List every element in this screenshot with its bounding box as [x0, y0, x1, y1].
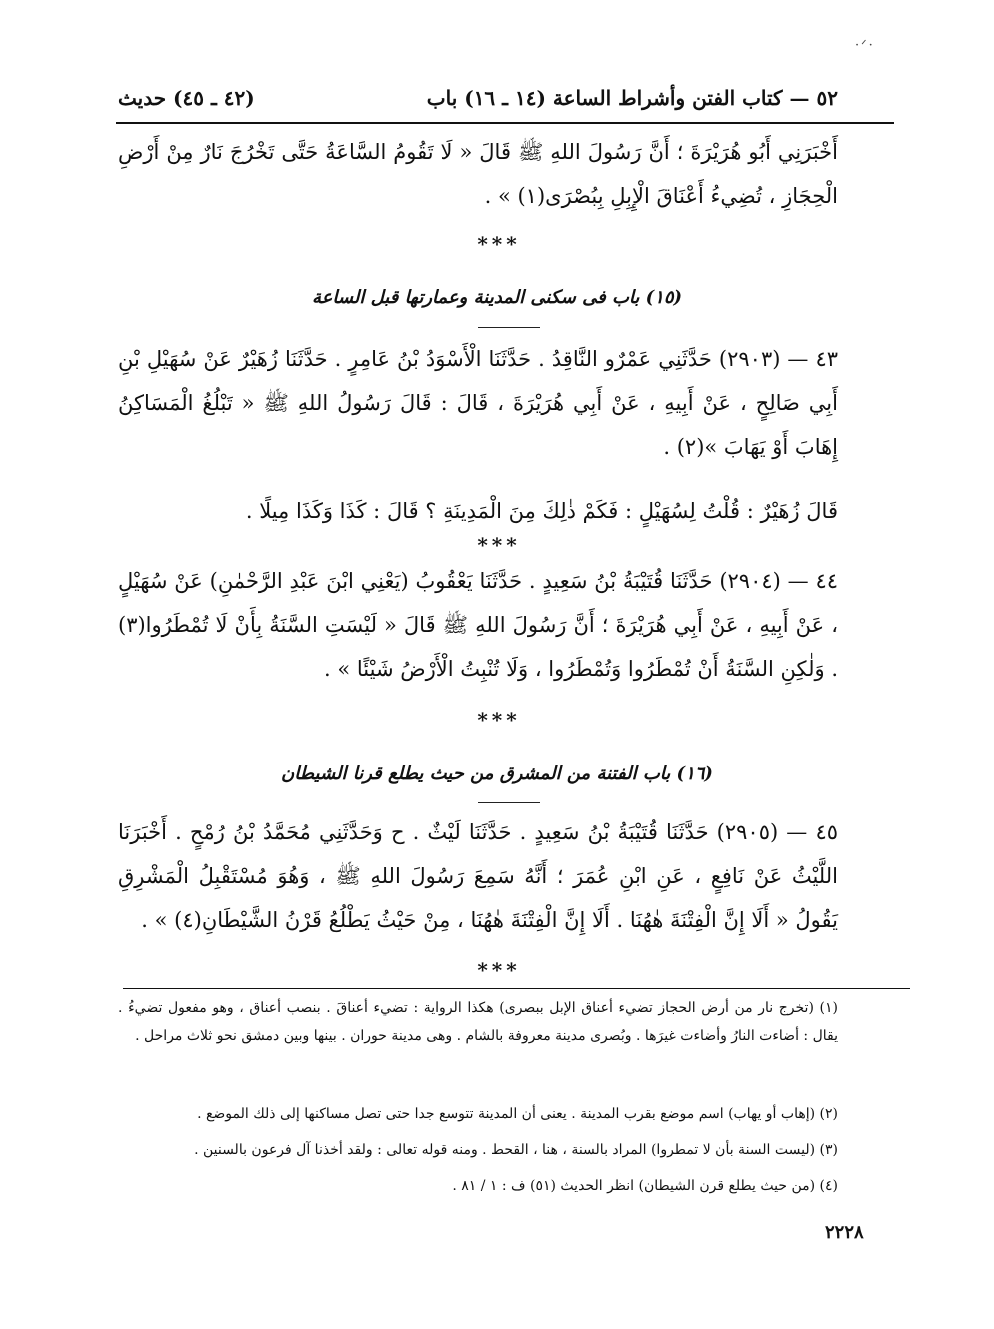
hadith-43: [118, 337, 838, 469]
paragraph-text: أَخْبَرَنِي أَبُو هُرَيْرَةَ ؛ أَنَّ رَسُولَ اللهِ ﷺ قَالَ « لَا تَقُومُ السَّاعَةُ حَتَّى تَخْرُجَ نَارٌ مِنْ أَرْضِ الْحِجَازِ ، تُضِيءُ أَعْنَاقَ الْإِبِلِ بِبُصْرَى(١) » .: [118, 140, 838, 208]
running-header: [118, 86, 838, 118]
header-rule: [116, 122, 894, 124]
page-number: ٢٢٢٨: [825, 1222, 864, 1243]
paragraph-text: قَالَ زُهَيْرٌ : قُلْتُ لِسُهَيْلٍ : فَكَمْ ذٰلِكَ مِنَ الْمَدِينَةِ ؟ قَالَ : كَذَا وَكَذَا مِيلًا .: [245, 499, 838, 523]
footnote-2: (٢) (إهاب أو يهاب) اسم موضع بقرب المدينة . يعنى أن المدينة تتوسع جدا حتى تصل مساكنها إلى ذلك الموضع .: [197, 1106, 838, 1122]
chapter-15-heading: (١٥) باب فى سكنى المدينة وعمارتها قبل الساعة: [311, 287, 683, 308]
header-hadith-range: (٤٢ ـ ٤٥) حديث: [118, 86, 255, 110]
hadith-45: [118, 810, 838, 942]
separator-stars: * * *: [477, 958, 517, 982]
chapter-rule: [478, 327, 540, 328]
hadith-43-comment: [118, 489, 838, 533]
paragraph-text: ٤٣ — (٢٩٠٣) حَدَّثَنِي عَمْرٌو النَّاقِدُ . حَدَّثَنَا الْأَسْوَدُ بْنُ عَامِرٍ . حَدَّثَنَا زُهَيْرٌ عَنْ سُهَيْلِ بْنِ أَبِي صَالِحٍ ، عَنْ أَبِيهِ ، عَنْ أَبِي هُرَيْرَةَ ، قَالَ : قَالَ رَسُولُ اللهِ ﷺ « تَبْلُغُ الْمَسَاكِنُ إِهَابَ أَوْ يَهَابَ »(٢) .: [118, 347, 838, 459]
footnote-rule: [123, 988, 910, 989]
hadith-42-continuation: [118, 130, 838, 218]
paragraph-text: ٤٤ — (٢٩٠٤) حَدَّثَنَا قُتَيْبَةُ بْنُ سَعِيدٍ . حَدَّثَنَا يَعْقُوبُ (يَعْنِي ابْنَ عَبْدِ الرَّحْمٰنِ) عَنْ سُهَيْلٍ ، عَنْ أَبِيهِ ، عَنْ أَبِي هُرَيْرَةَ ؛ أَنَّ رَسُولَ اللهِ ﷺ قَالَ « لَيْسَتِ السَّنَةُ بِأَنْ لَا تُمْطَرُوا(٣) . وَلٰكِنِ السَّنَةُ أَنْ تُمْطَرُوا وَتُمْطَرُوا ، وَلَا تُنْبِتُ الْأَرْضُ شَيْئًا » .: [118, 569, 838, 681]
separator-stars: * * *: [477, 708, 517, 732]
hadith-44: [118, 559, 838, 691]
chapter-rule: [478, 802, 540, 803]
corner-mark: ·ᐟ·: [855, 38, 875, 53]
paragraph-text: ٤٥ — (٢٩٠٥) حَدَّثَنَا قُتَيْبَةُ بْنُ سَعِيدٍ . حَدَّثَنَا لَيْثٌ . ح وَحَدَّثَنِي مُحَمَّدُ بْنُ رُمْحٍ . أَخْبَرَنَا اللَّيْثُ عَنْ نَافِعٍ ، عَنِ ابْنِ عُمَرَ ؛ أَنَّهُ سَمِعَ رَسُولَ اللهِ ﷺ ، وَهُوَ مُسْتَقْبِلُ الْمَشْرِقِ يَقُولُ « أَلَا إِنَّ الْفِتْنَةَ هٰهُنَا . أَلَا إِنَّ الْفِتْنَةَ هٰهُنَا ، مِنْ حَيْثُ يَطْلُعُ قَرْنُ الشَّيْطَانِ(٤) » .: [118, 820, 838, 932]
header-book-title: ٥٢ — كتاب الفتن وأشراط الساعة (١٤ ـ ١٦) باب: [426, 86, 838, 110]
separator-stars: * * *: [477, 533, 517, 557]
chapter-16-heading: (١٦) باب الفتنة من المشرق من حيث يطلع قرنا الشيطان: [281, 763, 713, 784]
footnote-4: (٤) (من حيث يطلع قرن الشيطان) انظر الحديث (٥١) ف : ١ / ٨١ .: [452, 1178, 838, 1194]
separator-stars: * * *: [477, 232, 517, 256]
footnote-1: (١) (تخرج نار من أرض الحجاز تضيء أعناق الإبل ببصرى) هكذا الرواية : تضيء أعناقَ . بنصب أعناق ، وهو مفعول تضيءُ . يقال : أضاءت النارُ وأضاءت غيرَها . وبُصرى مدينة معروفة بالشام . وهى مدينة حوران . بينها وبين دمشق نحو ثلاث مراحل .: [118, 1000, 838, 1044]
footnote-3: (٣) (ليست السنة بأن لا تمطروا) المراد بالسنة ، هنا ، القحط . ومنه قوله تعالى : ولقد أخذنا آل فرعون بالسنين .: [194, 1142, 838, 1158]
